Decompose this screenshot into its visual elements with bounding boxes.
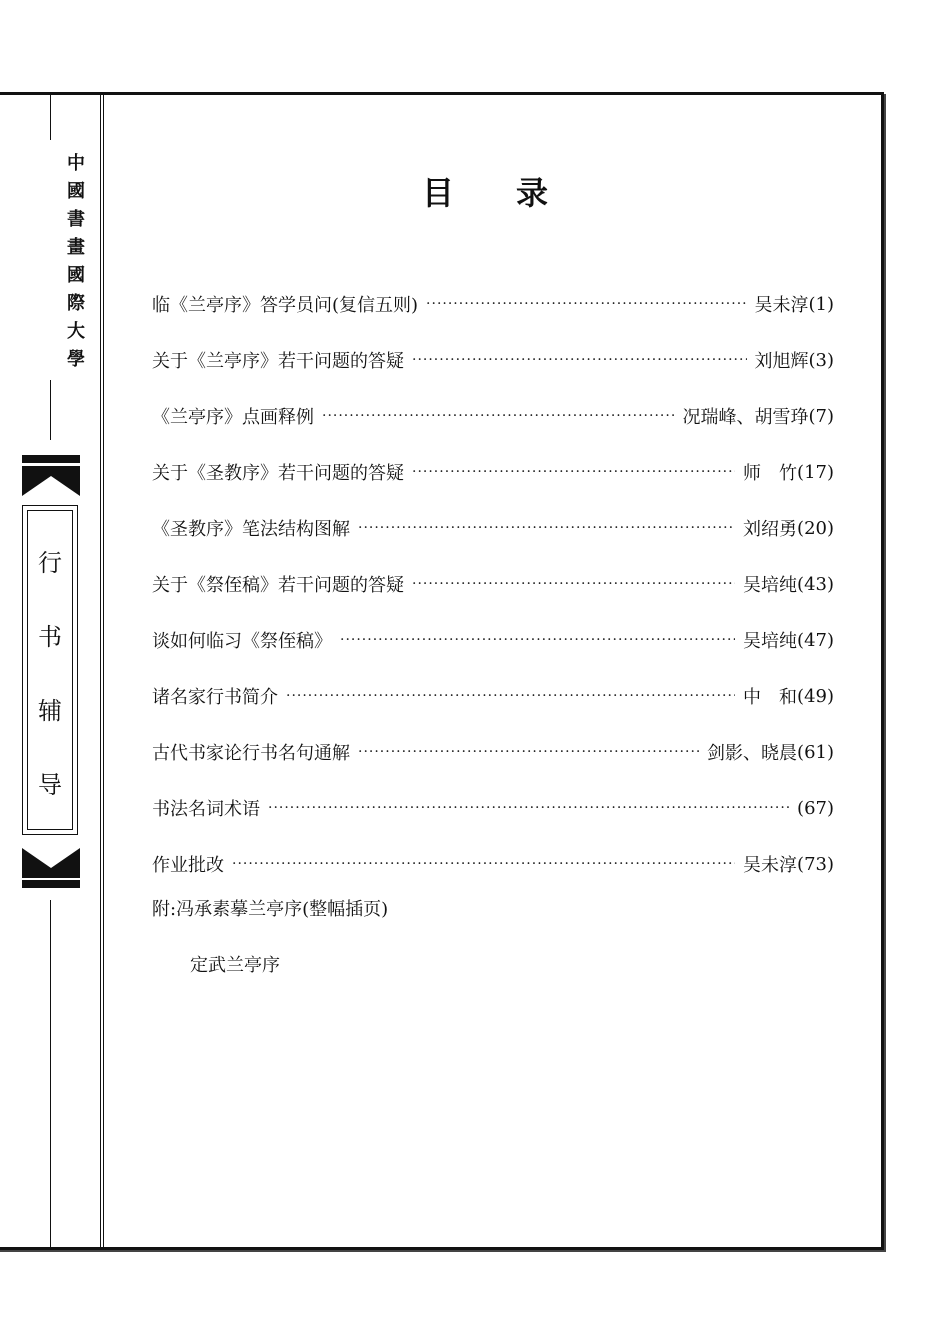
- toc-entry: [152, 724, 834, 780]
- toc-title: 诸名家行书简介: [152, 687, 278, 708]
- subject-title-vertical: [23, 548, 77, 844]
- toc-page: (20): [797, 517, 834, 539]
- toc-author: 吴未淳: [754, 295, 809, 316]
- school-char: 學: [67, 349, 85, 370]
- toc-page: (67): [797, 797, 834, 819]
- toc-page: (47): [797, 629, 834, 651]
- page-title: 目录: [422, 174, 611, 212]
- leader-dots: [358, 520, 735, 536]
- school-char: 大: [67, 321, 85, 342]
- leader-dots: [426, 296, 746, 312]
- toc-author: 剑影、晓晨: [707, 743, 798, 764]
- toc-page: (73): [797, 853, 834, 875]
- toc-title: 关于《兰亭序》若干问题的答疑: [152, 351, 404, 372]
- toc-author: 刘旭辉: [754, 351, 809, 372]
- school-char: 書: [67, 209, 85, 230]
- toc-page: (1): [808, 293, 834, 315]
- toc-page: (7): [808, 405, 834, 427]
- toc-author: 吴未淳: [743, 855, 798, 876]
- toc-title: 古代书家论行书名句通解: [152, 743, 350, 764]
- school-char: 國: [67, 181, 85, 202]
- school-char: 際: [67, 293, 85, 314]
- appendix-subline: 定武兰亭序: [190, 955, 280, 976]
- toc-entry: [152, 612, 834, 668]
- leader-dots: [412, 576, 735, 592]
- table-of-contents: [152, 276, 834, 892]
- plaque-bottom-bar: [22, 880, 80, 888]
- leader-dots: [286, 688, 735, 704]
- toc-author: 况瑞峰、胡雪琤: [682, 407, 809, 428]
- leader-dots: [412, 464, 735, 480]
- toc-title: 《圣教序》笔法结构图解: [152, 519, 350, 540]
- subject-char: 行: [38, 549, 62, 577]
- toc-entry: [152, 444, 834, 500]
- leader-dots: [268, 800, 789, 816]
- school-char: 畫: [67, 237, 85, 258]
- toc-author: 师 竹: [743, 463, 798, 484]
- toc-entry: [152, 276, 834, 332]
- leader-dots: [322, 408, 675, 424]
- toc-author: 中 和: [743, 687, 798, 708]
- leader-dots: [340, 632, 735, 648]
- subject-char: 导: [38, 771, 62, 799]
- toc-title: 关于《圣教序》若干问题的答疑: [152, 463, 404, 484]
- toc-title: 谈如何临习《祭侄稿》: [152, 631, 332, 652]
- plaque-top-ornament: [22, 466, 80, 506]
- toc-entry: [152, 780, 834, 836]
- toc-page: (43): [797, 573, 834, 595]
- spine-rule: [103, 95, 104, 1247]
- toc-entry: [152, 500, 834, 556]
- toc-page: (3): [808, 349, 834, 371]
- toc-author: 吴培纯: [743, 631, 798, 652]
- toc-page: (17): [797, 461, 834, 483]
- school-char: 中: [67, 153, 85, 174]
- toc-author: 刘绍勇: [743, 519, 798, 540]
- toc-page: (49): [797, 685, 834, 707]
- toc-title: 《兰亭序》点画释例: [152, 407, 314, 428]
- toc-entry: [152, 556, 834, 612]
- toc-title: 作业批改: [152, 855, 224, 876]
- appendix-line: 附:冯承素摹兰亭序(整幅插页): [152, 899, 389, 920]
- toc-title: 临《兰亭序》答学员问(复信五则): [152, 295, 419, 316]
- leader-dots: [412, 352, 747, 368]
- toc-title: 关于《祭侄稿》若干问题的答疑: [152, 575, 404, 596]
- toc-entry: [152, 668, 834, 724]
- subject-char: 书: [38, 623, 62, 651]
- toc-entry: [152, 332, 834, 388]
- school-char: 國: [67, 265, 85, 286]
- leader-dots: [358, 744, 699, 760]
- toc-entry: [152, 388, 834, 444]
- toc-page: (61): [797, 741, 834, 763]
- subject-plaque: [22, 505, 78, 835]
- spine-rule: [100, 95, 101, 1247]
- toc-author: 吴培纯: [743, 575, 798, 596]
- plaque-top-bar: [22, 455, 80, 463]
- subject-char: 辅: [38, 697, 62, 725]
- school-name-vertical: [65, 150, 87, 374]
- toc-title: 书法名词术语: [152, 799, 260, 820]
- leader-dots: [232, 856, 735, 872]
- toc-entry: [152, 836, 834, 892]
- plaque-bottom-ornament: [22, 838, 80, 878]
